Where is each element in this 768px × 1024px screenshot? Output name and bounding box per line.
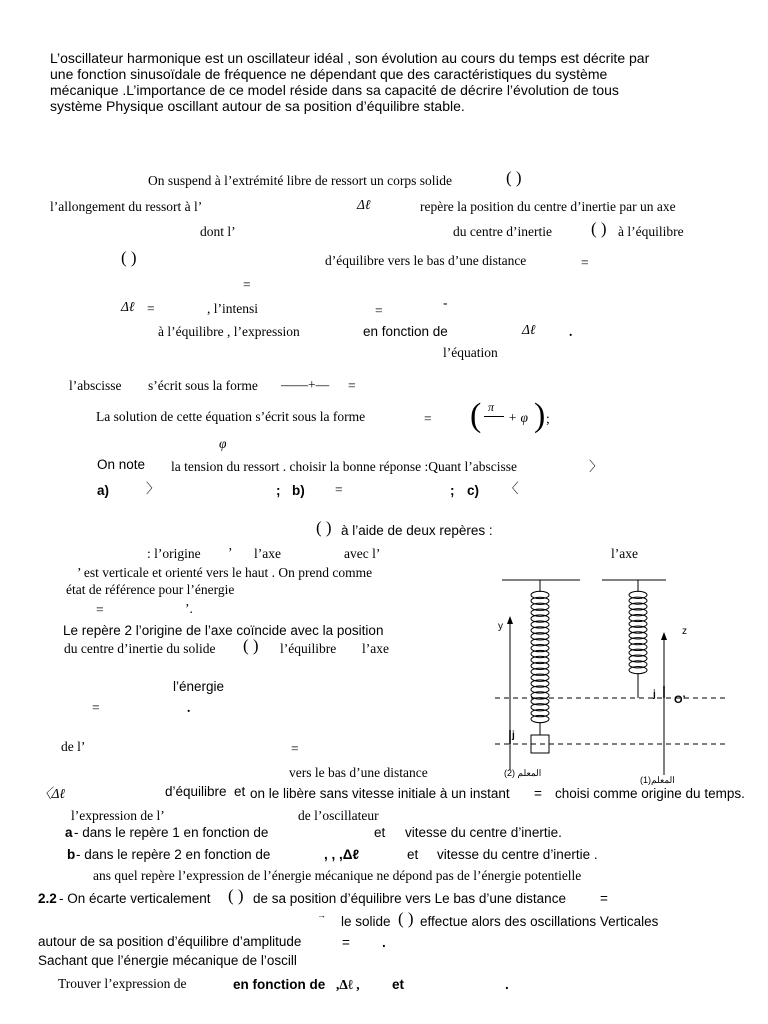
- paren-symbol: ( ): [506, 168, 522, 187]
- prime-mark: ’: [228, 545, 233, 560]
- equals-sign: =: [96, 602, 104, 617]
- p3-l1a: - On écarte verticalement: [59, 891, 211, 906]
- p2-title: à l’aide de deux repères :: [341, 523, 493, 538]
- section-number: 2.2: [38, 891, 57, 906]
- p1-line7: l’équation: [443, 345, 498, 360]
- semicolon: ;: [450, 483, 455, 498]
- intro-line: une fonction sinusoïdale de fréquence ne dépendant que des caractéristiques du système: [50, 66, 608, 82]
- equals-sign: =: [147, 301, 155, 316]
- equals-sign: =: [581, 255, 589, 270]
- p2-r6b: l’équilibre: [280, 641, 337, 656]
- question-b: - dans le repère 2 en fonction de: [76, 847, 271, 862]
- axis-y-label: y: [498, 621, 503, 632]
- p1-line8b: s’écrit sous la forme: [148, 378, 258, 393]
- p2-r1c: avec l’: [344, 546, 381, 561]
- intro-line: L’oscillateur harmonique est un oscillateur idéal , son évolution au cours du temps est décrite par: [50, 50, 650, 66]
- question-a-and: et: [374, 825, 386, 840]
- p2-r10: vers le bas d’une distance: [289, 765, 428, 780]
- p2-r9: de l’: [61, 739, 86, 754]
- frame-1-label: المعلم(1): [640, 775, 675, 785]
- p2-r5: Le repère 2 l’origine de l’axe coïncide avec la position: [63, 623, 384, 638]
- intro-line: système Physique oscillant autour de sa position d’équilibre stable.: [50, 98, 465, 114]
- p1-line2b: repère la position du centre d’inertie par un axe: [420, 199, 676, 214]
- equals-sign: =: [335, 482, 343, 497]
- p1-line6b: en fonction de: [363, 324, 448, 339]
- equals-sign: =: [291, 741, 299, 756]
- question-b-and: et: [407, 847, 419, 862]
- p1-line10a: On note: [97, 457, 146, 472]
- semicolon: ;: [276, 483, 281, 498]
- dash-mark: -: [443, 295, 448, 310]
- p3-l5a: Trouver l’expression de: [58, 976, 187, 991]
- equals-sign: =: [348, 378, 356, 393]
- intro-line: mécanique .L’importance de ce model réside dans sa capacité de décrire l’évolution de tous: [50, 82, 619, 98]
- p2-r12a: l’expression de l’: [71, 808, 165, 823]
- delta-l-symbol: Δℓ: [121, 299, 135, 314]
- p3-l5b: en fonction de: [233, 977, 326, 992]
- question-a-end: vitesse du centre d’inertie.: [405, 825, 562, 840]
- left-paren: (: [470, 397, 482, 434]
- option-c: c): [467, 483, 480, 498]
- p2-r11e: choisi comme origine du temps.: [555, 786, 745, 801]
- spring-right: [629, 591, 647, 673]
- paren-symbol: ( ): [228, 886, 244, 905]
- plus-phi: + φ: [508, 410, 528, 425]
- p1-line3c: à l’équilibre: [618, 224, 684, 239]
- p2-r7: l’énergie: [173, 679, 225, 694]
- p3-l2b: effectue alors des oscillations Verticales: [420, 914, 659, 929]
- p3-l2a: le solide: [341, 914, 391, 929]
- p1-line6a: à l’équilibre , l’expression: [158, 324, 300, 339]
- paren-symbol: ( ): [398, 909, 414, 928]
- p1-line9a: La solution de cette équation s’écrit sous la forme: [96, 409, 366, 424]
- question-b-end: vitesse du centre d’inertie .: [437, 847, 598, 862]
- question-a: - dans le repère 1 en fonction de: [74, 825, 269, 840]
- equals-sign: =: [375, 303, 383, 318]
- p2-r11d: on le libère sans vitesse initiale à un instant: [250, 786, 510, 801]
- question-b-label: b: [67, 847, 76, 862]
- period-mark: .: [505, 977, 509, 992]
- p2-r4b: ’.: [185, 601, 193, 616]
- equals-sign: =: [342, 935, 350, 950]
- p2-r11a: 〈Δℓ: [38, 786, 66, 801]
- semicolon: ;: [546, 411, 550, 426]
- paren-symbol: ( ): [121, 248, 137, 267]
- option-a: a): [97, 483, 110, 498]
- p3-l4: Sachant que l’énergie mécanique de l’oscill: [38, 953, 297, 968]
- p3-l1b: de sa position d’équilibre vers Le bas d’une distance: [253, 891, 566, 906]
- p2-r11c: et: [234, 784, 246, 799]
- equals-sign: =: [92, 700, 100, 715]
- unit-vector-label: j: [653, 689, 656, 700]
- p1-line10b: la tension du ressort . choisir la bonne réponse :Quant l’abscisse: [171, 459, 518, 474]
- origin-label: O’: [674, 694, 686, 706]
- gt-symbol: 〉: [146, 481, 160, 496]
- p1-line4a: d’équilibre vers le bas d’une distance: [325, 253, 527, 268]
- equals-sign: =: [424, 411, 432, 426]
- delta-l-symbol: Δℓ: [357, 197, 371, 212]
- fraction-bar: [484, 416, 504, 417]
- question-b-vars: , , ,Δℓ: [324, 847, 360, 862]
- period-mark: .: [569, 324, 573, 339]
- p3-l5d: et: [392, 977, 405, 992]
- paren-symbol: ( ): [316, 518, 332, 537]
- p2-r3: état de référence pour l’énergie: [66, 582, 235, 597]
- spring-left: [531, 591, 549, 722]
- p2-r6c: l’axe: [362, 641, 389, 656]
- question-3: ans quel repère l’expression de l’énergie mécanique ne dépond pas de l’énergie potentielle: [93, 868, 582, 883]
- p1-line5b: , l’intensi: [207, 301, 258, 316]
- p2-r1a: : l’origine: [147, 546, 201, 561]
- p3-l5c: ,Δℓ ,: [336, 977, 360, 992]
- p2-r12b: de l’oscillateur: [298, 808, 379, 823]
- lt-symbol: 〈: [505, 481, 519, 496]
- delta-l-symbol: Δℓ: [522, 322, 536, 337]
- gt-symbol: 〉: [589, 459, 603, 474]
- period-mark: .: [382, 935, 386, 950]
- arrow-mark: →: [317, 910, 326, 920]
- p2-r11b: d’équilibre: [165, 784, 227, 799]
- p1-line3a: dont l’: [200, 224, 236, 239]
- p2-r2: ’ est verticale et orienté vers le haut . On prend comme: [77, 565, 373, 580]
- p1-line1: On suspend à l’extrémité libre de ressort un corps solide: [148, 173, 453, 188]
- p1-line3b: du centre d’inertie: [453, 224, 552, 239]
- p1-line8a: l’abscisse: [69, 378, 122, 393]
- pi-symbol: π: [488, 400, 495, 414]
- equals-sign: =: [243, 277, 251, 292]
- intro-paragraph: [50, 50, 730, 114]
- spring-figure: [490, 570, 735, 785]
- option-b: b): [292, 483, 305, 498]
- p2-r1d: l’axe: [611, 546, 638, 561]
- p2-r6a: du centre d’inertie du solide: [64, 641, 216, 656]
- axis-z-label: z: [682, 626, 687, 637]
- p3-l3: autour de sa position d’équilibre d’amplitude: [38, 934, 302, 949]
- equation-form: ——+—: [281, 377, 330, 392]
- unit-vector-label: j: [512, 730, 515, 741]
- equals-sign: =: [600, 891, 608, 906]
- period-mark: .: [187, 700, 191, 715]
- p2-r1b: l’axe: [254, 546, 281, 561]
- phi-symbol: φ: [219, 436, 227, 451]
- equals-sign: =: [534, 786, 542, 801]
- frame-2-label: المعلم (2): [504, 768, 542, 778]
- paren-symbol: ( ): [243, 636, 259, 655]
- question-a-label: a: [65, 825, 73, 840]
- p1-line2a: l’allongement du ressort à l’: [50, 199, 203, 214]
- right-paren: ): [534, 397, 546, 434]
- paren-symbol: ( ): [591, 219, 607, 238]
